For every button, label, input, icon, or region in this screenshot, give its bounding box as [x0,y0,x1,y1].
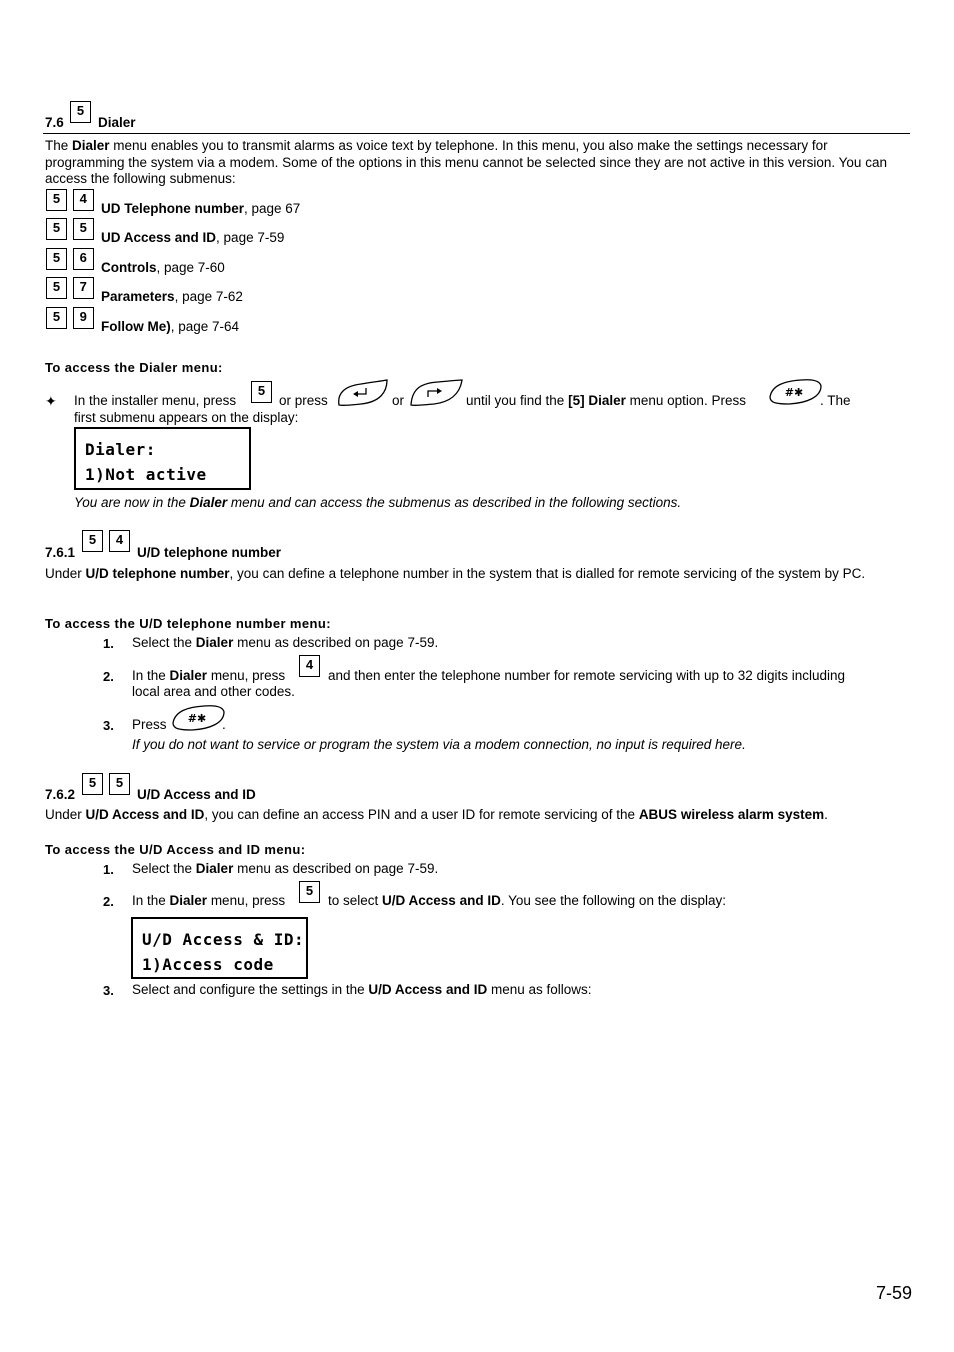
lcd-display [74,427,251,490]
key: 5 [46,218,67,240]
section-number: 7.6 [45,115,64,130]
key: 5 [46,277,67,299]
submenu-item [46,307,94,329]
scroll-up-softkey-icon [335,378,389,408]
step-text: Select the Dialer menu as described on page 7-59. [132,635,439,650]
section-number: 7.6.2 [45,787,76,802]
hash-enter-softkey-icon [170,703,226,733]
key: 6 [73,248,94,270]
step-text: Press [132,717,167,732]
svg-text:#✱: #✱ [187,712,207,725]
step-text: Select the Dialer menu as described on page 7-59. [132,861,439,876]
note-text: You are now in the Dialer menu and can access the submenus as described in the following sections. [74,495,682,510]
key-4: 4 [109,530,130,552]
step-text: . [222,717,226,732]
intro-paragraph: Under U/D telephone number, you can define a telephone number in the system that is dialled for remote servicing of the system by PC. [45,566,866,581]
procedure-heading: To access the U/D Access and ID menu: [45,842,306,857]
lcd-line: 1)Not active [85,465,207,484]
instruction-part: . The [820,393,851,408]
submenu-item [46,218,94,240]
section-title: U/D Access and ID [137,787,256,802]
step-number: 3. [103,983,114,998]
key-5: 5 [109,773,130,795]
section-heading-7-6 [45,115,64,130]
instruction-part: first submenu appears on the display: [74,410,299,425]
key: 5 [46,248,67,270]
key-5: 5 [82,530,103,552]
instruction-part: In the installer menu, press [74,393,237,408]
submenu-item [46,189,94,211]
key: 7 [73,277,94,299]
intro-paragraph: Under U/D Access and ID, you can define an access PIN and a user ID for remote servicing of the ABUS wireless alarm system. [45,807,828,822]
section-title: U/D telephone number [137,545,282,560]
lcd-display [131,917,308,979]
page-number: 7-59 [875,1283,912,1303]
step-number: 2. [103,669,114,684]
key: 5 [73,218,94,240]
svg-text:#✱: #✱ [784,386,804,399]
bullet-icon: ✦ [45,393,57,409]
heading-rule [43,133,910,134]
lcd-line: Dialer: [85,440,156,459]
step-text: In the Dialer menu, press [132,668,286,683]
key: 9 [73,307,94,329]
key-4: 4 [299,655,320,677]
submenu-label: Follow Me), page 7-64 [101,319,240,334]
key-5: 5 [82,773,103,795]
scroll-down-softkey-icon [408,378,464,408]
submenu-label: UD Access and ID, page 7-59 [101,230,285,245]
key-5: 5 [251,381,272,403]
lcd-line: U/D Access & ID: [142,930,305,949]
note-text: If you do not want to service or program the system via a modem connection, no input is required here. [132,737,746,752]
key: 5 [46,189,67,211]
submenu-item [46,248,94,270]
step-number: 1. [103,636,114,651]
instruction-part: or press [279,393,328,408]
instruction-part: until you find the [5] Dialer menu option. Press [466,393,746,408]
procedure-heading: To access the Dialer menu: [45,360,223,375]
step-number: 1. [103,862,114,877]
submenu-label: UD Telephone number, page 67 [101,201,301,216]
step-text: to select U/D Access and ID. You see the following on the display: [328,893,726,908]
submenu-label: Parameters, page 7-62 [101,289,243,304]
step-text: Select and configure the settings in the U/D Access and ID menu as follows: [132,982,592,997]
key-5: 5 [299,881,320,903]
step-number: 2. [103,894,114,909]
key: 5 [46,307,67,329]
step-number: 3. [103,718,114,733]
key-5: 5 [70,101,91,123]
submenu-label: Controls, page 7-60 [101,260,225,275]
key: 4 [73,189,94,211]
step-text: and then enter the telephone number for remote servicing with up to 32 digits including [328,668,846,683]
section-title: Dialer [98,115,136,130]
submenu-item [46,277,94,299]
step-text: local area and other codes. [132,684,295,699]
instruction-part: or [392,393,405,408]
hash-enter-softkey-icon [767,377,823,407]
lcd-line: 1)Access code [142,955,274,974]
procedure-heading: To access the U/D telephone number menu: [45,616,331,631]
step-text: In the Dialer menu, press [132,893,286,908]
intro-paragraph: The Dialer menu enables you to transmit alarms as voice text by telephone. In this menu, you also make the settings necessary for programming the system via a modem. Some of the options in this menu cannot be selected since they are not active in this version. You can access the following submenus: [45,138,887,186]
section-number: 7.6.1 [45,545,76,560]
